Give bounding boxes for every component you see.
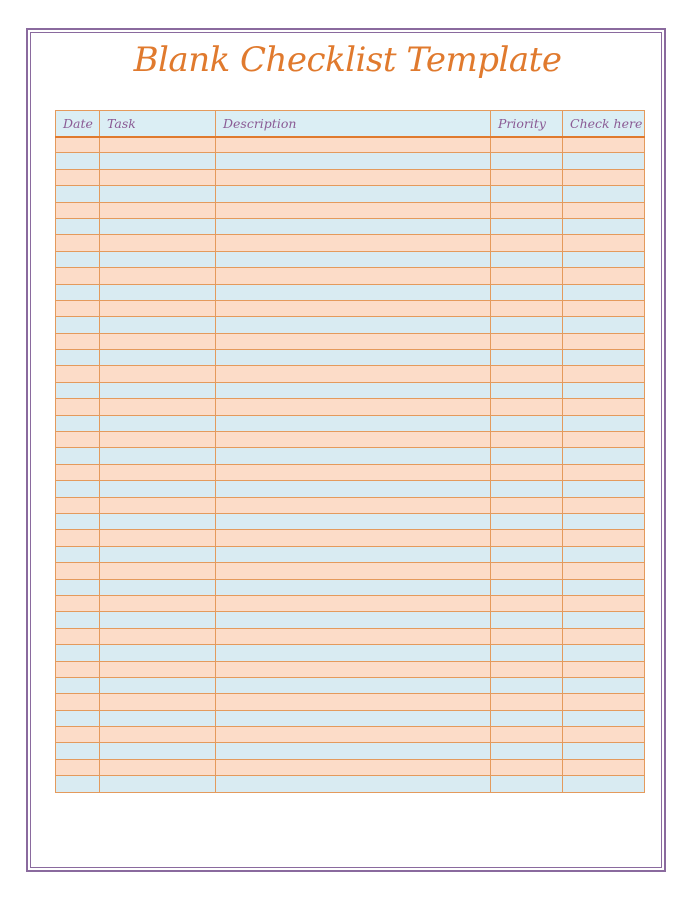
cell-check-here[interactable]	[563, 563, 645, 579]
cell-task[interactable]	[100, 612, 216, 628]
table-row	[56, 595, 645, 611]
table-row	[56, 563, 645, 579]
cell-task[interactable]	[100, 399, 216, 415]
cell-description[interactable]	[216, 235, 491, 251]
cell-priority[interactable]	[491, 776, 563, 792]
table-row	[56, 628, 645, 644]
cell-priority[interactable]	[491, 727, 563, 743]
cell-priority[interactable]	[491, 186, 563, 202]
table-row	[56, 366, 645, 382]
cell-date[interactable]	[56, 218, 100, 234]
cell-priority[interactable]	[491, 382, 563, 398]
column-header-priority: Priority	[491, 111, 563, 137]
cell-description[interactable]	[216, 743, 491, 759]
cell-priority[interactable]	[491, 169, 563, 185]
cell-description[interactable]	[216, 595, 491, 611]
cell-priority[interactable]	[491, 268, 563, 284]
cell-check-here[interactable]	[563, 546, 645, 562]
cell-date[interactable]	[56, 251, 100, 267]
table-header-row	[56, 111, 645, 137]
cell-date[interactable]	[56, 399, 100, 415]
cell-check-here[interactable]	[563, 153, 645, 169]
table-row	[56, 464, 645, 480]
table-row	[56, 743, 645, 759]
table-row	[56, 776, 645, 792]
table-row	[56, 694, 645, 710]
cell-date[interactable]	[56, 169, 100, 185]
cell-task[interactable]	[100, 350, 216, 366]
table-row	[56, 251, 645, 267]
column-header-description: Description	[216, 111, 491, 137]
cell-check-here[interactable]	[563, 513, 645, 529]
cell-task[interactable]	[100, 432, 216, 448]
cell-date[interactable]	[56, 464, 100, 480]
cell-task[interactable]	[100, 497, 216, 513]
cell-priority[interactable]	[491, 579, 563, 595]
cell-task[interactable]	[100, 628, 216, 644]
cell-priority[interactable]	[491, 677, 563, 693]
cell-check-here[interactable]	[563, 415, 645, 431]
cell-check-here[interactable]	[563, 268, 645, 284]
cell-description[interactable]	[216, 186, 491, 202]
cell-check-here[interactable]	[563, 530, 645, 546]
cell-task[interactable]	[100, 284, 216, 300]
cell-date[interactable]	[56, 186, 100, 202]
cell-date[interactable]	[56, 579, 100, 595]
cell-date[interactable]	[56, 694, 100, 710]
cell-check-here[interactable]	[563, 759, 645, 775]
cell-check-here[interactable]	[563, 366, 645, 382]
cell-priority[interactable]	[491, 202, 563, 218]
table-row	[56, 415, 645, 431]
cell-description[interactable]	[216, 579, 491, 595]
cell-check-here[interactable]	[563, 710, 645, 726]
cell-task[interactable]	[100, 137, 216, 153]
cell-date[interactable]	[56, 284, 100, 300]
cell-priority[interactable]	[491, 661, 563, 677]
cell-description[interactable]	[216, 727, 491, 743]
cell-date[interactable]	[56, 710, 100, 726]
table-row	[56, 727, 645, 743]
cell-task[interactable]	[100, 300, 216, 316]
cell-check-here[interactable]	[563, 628, 645, 644]
cell-date[interactable]	[56, 415, 100, 431]
cell-task[interactable]	[100, 268, 216, 284]
table-row	[56, 284, 645, 300]
cell-date[interactable]	[56, 137, 100, 153]
cell-description[interactable]	[216, 251, 491, 267]
cell-priority[interactable]	[491, 317, 563, 333]
cell-priority[interactable]	[491, 432, 563, 448]
cell-date[interactable]	[56, 776, 100, 792]
cell-check-here[interactable]	[563, 432, 645, 448]
cell-description[interactable]	[216, 661, 491, 677]
cell-check-here[interactable]	[563, 481, 645, 497]
cell-date[interactable]	[56, 235, 100, 251]
cell-priority[interactable]	[491, 694, 563, 710]
cell-task[interactable]	[100, 448, 216, 464]
cell-priority[interactable]	[491, 759, 563, 775]
cell-task[interactable]	[100, 169, 216, 185]
cell-priority[interactable]	[491, 333, 563, 349]
cell-task[interactable]	[100, 251, 216, 267]
cell-date[interactable]	[56, 595, 100, 611]
cell-description[interactable]	[216, 513, 491, 529]
table-row	[56, 579, 645, 595]
table-row	[56, 710, 645, 726]
table-row	[56, 546, 645, 562]
table-row	[56, 235, 645, 251]
checklist-table	[55, 110, 645, 793]
table-row	[56, 481, 645, 497]
cell-description[interactable]	[216, 612, 491, 628]
cell-priority[interactable]	[491, 530, 563, 546]
cell-description[interactable]	[216, 530, 491, 546]
cell-check-here[interactable]	[563, 202, 645, 218]
cell-description[interactable]	[216, 317, 491, 333]
cell-priority[interactable]	[491, 481, 563, 497]
cell-check-here[interactable]	[563, 497, 645, 513]
table-row	[56, 645, 645, 661]
cell-description[interactable]	[216, 169, 491, 185]
cell-description[interactable]	[216, 628, 491, 644]
cell-check-here[interactable]	[563, 186, 645, 202]
cell-date[interactable]	[56, 497, 100, 513]
cell-description[interactable]	[216, 464, 491, 480]
cell-task[interactable]	[100, 563, 216, 579]
table-row	[56, 661, 645, 677]
cell-priority[interactable]	[491, 137, 563, 153]
cell-priority[interactable]	[491, 710, 563, 726]
cell-description[interactable]	[216, 399, 491, 415]
cell-check-here[interactable]	[563, 137, 645, 153]
cell-priority[interactable]	[491, 350, 563, 366]
cell-date[interactable]	[56, 481, 100, 497]
cell-check-here[interactable]	[563, 251, 645, 267]
cell-task[interactable]	[100, 546, 216, 562]
cell-priority[interactable]	[491, 595, 563, 611]
cell-priority[interactable]	[491, 497, 563, 513]
cell-task[interactable]	[100, 481, 216, 497]
cell-check-here[interactable]	[563, 448, 645, 464]
cell-task[interactable]	[100, 743, 216, 759]
cell-description[interactable]	[216, 137, 491, 153]
cell-priority[interactable]	[491, 300, 563, 316]
table-row	[56, 218, 645, 234]
cell-priority[interactable]	[491, 235, 563, 251]
cell-task[interactable]	[100, 579, 216, 595]
cell-priority[interactable]	[491, 645, 563, 661]
cell-task[interactable]	[100, 727, 216, 743]
cell-description[interactable]	[216, 497, 491, 513]
cell-description[interactable]	[216, 694, 491, 710]
table-row	[56, 202, 645, 218]
cell-check-here[interactable]	[563, 579, 645, 595]
cell-task[interactable]	[100, 366, 216, 382]
cell-description[interactable]	[216, 677, 491, 693]
cell-priority[interactable]	[491, 218, 563, 234]
cell-date[interactable]	[56, 530, 100, 546]
table-row	[56, 300, 645, 316]
cell-date[interactable]	[56, 661, 100, 677]
table-row	[56, 399, 645, 415]
cell-description[interactable]	[216, 546, 491, 562]
cell-description[interactable]	[216, 759, 491, 775]
cell-date[interactable]	[56, 350, 100, 366]
cell-priority[interactable]	[491, 612, 563, 628]
cell-date[interactable]	[56, 759, 100, 775]
cell-task[interactable]	[100, 710, 216, 726]
cell-description[interactable]	[216, 202, 491, 218]
cell-priority[interactable]	[491, 251, 563, 267]
cell-task[interactable]	[100, 661, 216, 677]
cell-task[interactable]	[100, 415, 216, 431]
cell-date[interactable]	[56, 612, 100, 628]
cell-description[interactable]	[216, 350, 491, 366]
cell-task[interactable]	[100, 333, 216, 349]
cell-date[interactable]	[56, 153, 100, 169]
table-row	[56, 137, 645, 153]
cell-date[interactable]	[56, 645, 100, 661]
table-row	[56, 448, 645, 464]
cell-task[interactable]	[100, 186, 216, 202]
cell-priority[interactable]	[491, 513, 563, 529]
cell-check-here[interactable]	[563, 464, 645, 480]
cell-priority[interactable]	[491, 448, 563, 464]
column-header-task: Task	[100, 111, 216, 137]
cell-task[interactable]	[100, 202, 216, 218]
table-row	[56, 513, 645, 529]
cell-task[interactable]	[100, 153, 216, 169]
table-row	[56, 677, 645, 693]
cell-task[interactable]	[100, 759, 216, 775]
table-row	[56, 350, 645, 366]
cell-description[interactable]	[216, 218, 491, 234]
cell-description[interactable]	[216, 366, 491, 382]
cell-priority[interactable]	[491, 366, 563, 382]
cell-check-here[interactable]	[563, 645, 645, 661]
table-row	[56, 317, 645, 333]
cell-check-here[interactable]	[563, 169, 645, 185]
table-row	[56, 186, 645, 202]
cell-priority[interactable]	[491, 284, 563, 300]
cell-check-here[interactable]	[563, 235, 645, 251]
cell-date[interactable]	[56, 513, 100, 529]
table-row	[56, 497, 645, 513]
cell-date[interactable]	[56, 628, 100, 644]
cell-date[interactable]	[56, 268, 100, 284]
column-header-date: Date	[56, 111, 100, 137]
cell-description[interactable]	[216, 284, 491, 300]
cell-description[interactable]	[216, 432, 491, 448]
cell-task[interactable]	[100, 382, 216, 398]
cell-task[interactable]	[100, 235, 216, 251]
cell-task[interactable]	[100, 464, 216, 480]
cell-task[interactable]	[100, 513, 216, 529]
cell-check-here[interactable]	[563, 382, 645, 398]
cell-priority[interactable]	[491, 546, 563, 562]
cell-date[interactable]	[56, 432, 100, 448]
column-header-check-here: Check here	[563, 111, 645, 137]
cell-check-here[interactable]	[563, 776, 645, 792]
cell-priority[interactable]	[491, 153, 563, 169]
cell-check-here[interactable]	[563, 300, 645, 316]
cell-description[interactable]	[216, 268, 491, 284]
cell-description[interactable]	[216, 415, 491, 431]
table-row	[56, 268, 645, 284]
table-row	[56, 530, 645, 546]
cell-description[interactable]	[216, 710, 491, 726]
cell-check-here[interactable]	[563, 677, 645, 693]
table-row	[56, 333, 645, 349]
cell-date[interactable]	[56, 563, 100, 579]
cell-date[interactable]	[56, 743, 100, 759]
cell-date[interactable]	[56, 202, 100, 218]
cell-task[interactable]	[100, 317, 216, 333]
cell-task[interactable]	[100, 677, 216, 693]
cell-date[interactable]	[56, 300, 100, 316]
cell-description[interactable]	[216, 481, 491, 497]
cell-priority[interactable]	[491, 628, 563, 644]
table-row	[56, 153, 645, 169]
cell-check-here[interactable]	[563, 612, 645, 628]
cell-date[interactable]	[56, 448, 100, 464]
cell-task[interactable]	[100, 530, 216, 546]
page-title: Blank Checklist Template	[133, 40, 562, 80]
cell-check-here[interactable]	[563, 350, 645, 366]
cell-check-here[interactable]	[563, 399, 645, 415]
cell-check-here[interactable]	[563, 743, 645, 759]
cell-description[interactable]	[216, 776, 491, 792]
cell-check-here[interactable]	[563, 661, 645, 677]
table-row	[56, 382, 645, 398]
cell-date[interactable]	[56, 727, 100, 743]
cell-check-here[interactable]	[563, 694, 645, 710]
cell-description[interactable]	[216, 645, 491, 661]
cell-description[interactable]	[216, 333, 491, 349]
cell-description[interactable]	[216, 382, 491, 398]
cell-check-here[interactable]	[563, 284, 645, 300]
cell-task[interactable]	[100, 595, 216, 611]
checklist-body	[56, 137, 645, 793]
cell-check-here[interactable]	[563, 218, 645, 234]
cell-task[interactable]	[100, 645, 216, 661]
cell-check-here[interactable]	[563, 317, 645, 333]
cell-description[interactable]	[216, 563, 491, 579]
cell-check-here[interactable]	[563, 727, 645, 743]
cell-priority[interactable]	[491, 563, 563, 579]
cell-task[interactable]	[100, 694, 216, 710]
cell-date[interactable]	[56, 366, 100, 382]
cell-date[interactable]	[56, 333, 100, 349]
table-row	[56, 612, 645, 628]
cell-description[interactable]	[216, 153, 491, 169]
cell-check-here[interactable]	[563, 333, 645, 349]
table-row	[56, 432, 645, 448]
cell-date[interactable]	[56, 317, 100, 333]
cell-date[interactable]	[56, 546, 100, 562]
cell-description[interactable]	[216, 300, 491, 316]
cell-priority[interactable]	[491, 464, 563, 480]
cell-priority[interactable]	[491, 399, 563, 415]
cell-date[interactable]	[56, 382, 100, 398]
cell-task[interactable]	[100, 218, 216, 234]
cell-priority[interactable]	[491, 415, 563, 431]
table-row	[56, 169, 645, 185]
table-row	[56, 759, 645, 775]
cell-task[interactable]	[100, 776, 216, 792]
cell-check-here[interactable]	[563, 595, 645, 611]
cell-date[interactable]	[56, 677, 100, 693]
cell-priority[interactable]	[491, 743, 563, 759]
cell-description[interactable]	[216, 448, 491, 464]
